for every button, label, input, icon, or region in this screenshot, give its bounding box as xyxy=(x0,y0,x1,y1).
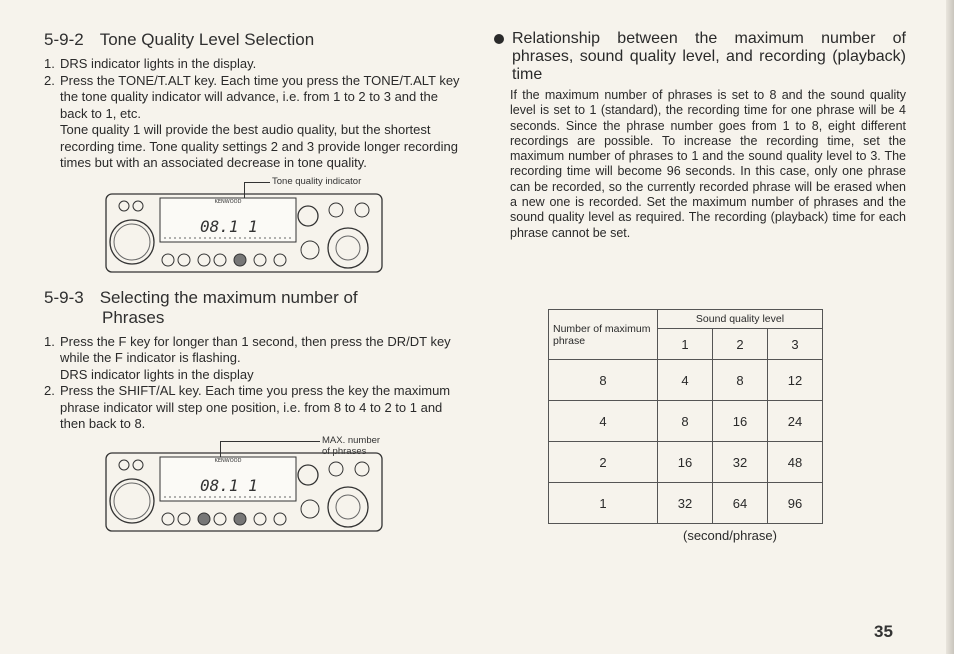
relationship-body: If the maximum number of phrases is set to 8 and the sound quality level is set to 1 (standard), the recording time for one phrase will be 4 seconds. Since the phrase number goes from 1 to 8, eight different recordings are possible. To increase the recording time, set the maximum number of phrases to 1 and the sound quality level to 3. The recording time will become 96 seconds. In this case, only one phrase can be recorded, so the currently recorded phrase will be erased when a new one is recorded. Set the maximum number of phrases and the sound quality level as required. The recording (playback) time for each phrase cannot be set. xyxy=(510,88,906,240)
radio-illustration xyxy=(104,435,384,533)
list-item: 1. DRS indicator lights in the display. xyxy=(44,56,257,71)
section-593-steps xyxy=(44,334,460,433)
table-row: 1 32 64 96 xyxy=(549,483,823,524)
section-592-steps xyxy=(44,56,460,122)
tone-quality-callout: Tone quality indicator xyxy=(272,175,362,187)
section-title-line2: Phrases xyxy=(102,307,165,327)
table-row: 8 4 8 12 xyxy=(549,360,823,401)
level-header: 3 xyxy=(768,329,823,360)
page-edge xyxy=(946,0,954,654)
table-unit: (second/phrase) xyxy=(683,528,777,543)
list-item: 1. Press the F key for longer than 1 second, then press the DR/DT key while the F indicator is flashing. xyxy=(44,333,451,365)
radio-front-panel-icon xyxy=(104,176,384,274)
level-header: 1 xyxy=(658,329,713,360)
section-593-heading xyxy=(44,288,460,328)
section-title: Selecting the maximum number of xyxy=(99,287,358,307)
level-header: 2 xyxy=(713,329,768,360)
table-row: 4 8 16 24 xyxy=(549,401,823,442)
left-column xyxy=(44,30,460,533)
right-column xyxy=(494,30,906,241)
list-item: 2. Press the TONE/T.ALT key. Each time you press the TONE/T.ALT key the tone quality indicator will advance, i.e. from 1 to 2 to 3 and the back to 1, etc. xyxy=(44,72,460,121)
tone-quality-note: Tone quality 1 will provide the best audio quality, but the shortest recording time. Tone quality settings 2 and 3 provide longer recording times but with an associated decrease in tone quality. xyxy=(60,122,458,170)
column-header: Sound quality level xyxy=(658,310,823,329)
radio-front-panel-icon xyxy=(104,435,384,533)
list-item: 2. Press the SHIFT/AL key. Each time you press the key the maximum phrase indicator will step one position, i.e. from 8 to 4 to 2 to 1 and then back to 8. xyxy=(44,383,451,431)
section-592-heading xyxy=(44,30,460,50)
svg-text:KENWOOD: KENWOOD xyxy=(214,457,242,464)
bullet-icon xyxy=(494,34,504,44)
radio-illustration xyxy=(104,176,384,274)
recording-time-table xyxy=(548,309,823,524)
section-title: Tone Quality Level Selection xyxy=(99,30,315,49)
page-number: 35 xyxy=(874,622,893,641)
max-phrases-callout: MAX. number of phrases xyxy=(322,434,381,457)
section-number: 5-9-3 xyxy=(44,287,84,307)
relationship-heading: Relationship between the maximum number of phrases, sound quality level, and recording (playback) time xyxy=(494,30,906,84)
table-row: 2 16 32 48 xyxy=(549,442,823,483)
svg-text:08.1 1: 08.1 1 xyxy=(200,216,258,236)
svg-text:KENWOOD: KENWOOD xyxy=(214,198,242,205)
row-header: Number of maximum phrase xyxy=(549,310,658,360)
list-item: DRS indicator lights in the display xyxy=(60,366,254,382)
section-number: 5-9-2 xyxy=(44,30,84,49)
svg-text:08.1 1: 08.1 1 xyxy=(200,475,258,495)
